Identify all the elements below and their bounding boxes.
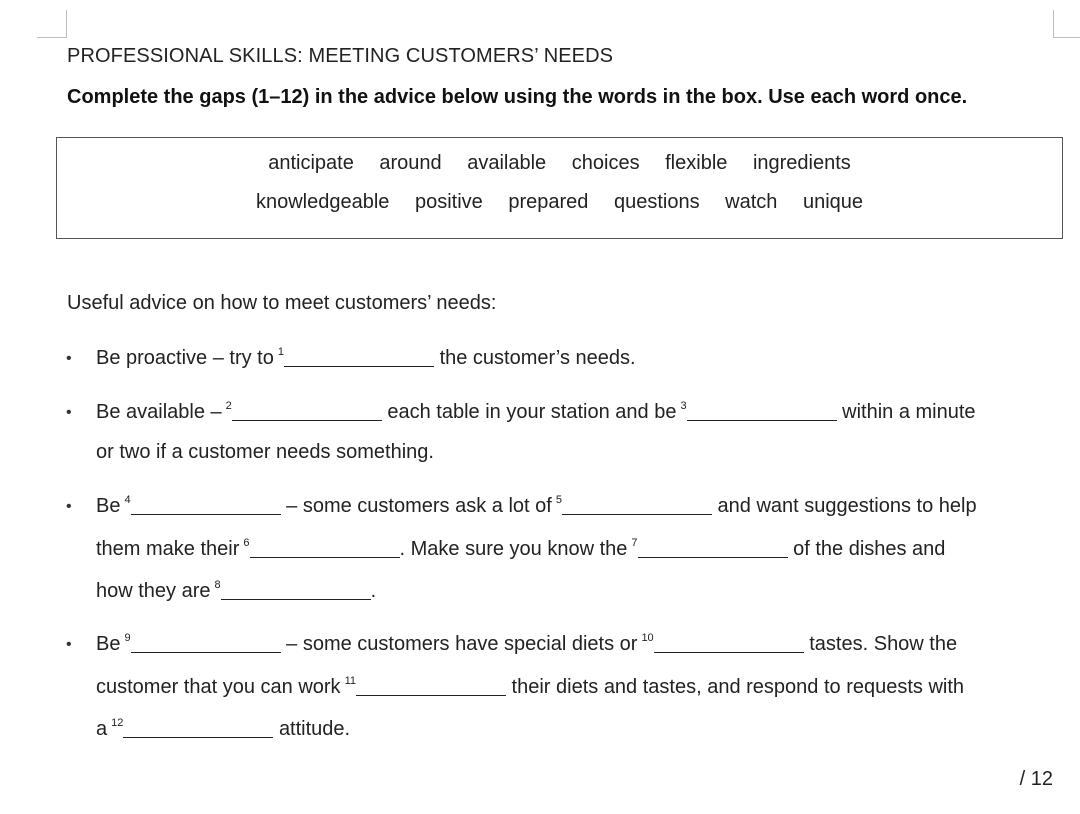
instruction-text: Complete the gaps (1–12) in the advice below using the words in the box. Use each word once. (67, 86, 968, 108)
score-total: / 12 (1019, 768, 1053, 790)
advice-item-4-line-2 (96, 675, 964, 699)
advice-text: how they are (96, 580, 211, 602)
word-questions: questions (613, 191, 700, 213)
crop-mark-top-left-horizontal (37, 37, 67, 38)
word-box-row-2 (57, 191, 1062, 214)
advice-text: the customer’s needs. (439, 347, 636, 369)
gap-6[interactable] (250, 537, 400, 558)
bullet-icon: • (66, 350, 72, 367)
advice-item-3-line-1 (96, 494, 977, 518)
bullet-icon: • (66, 498, 72, 515)
gap-3[interactable] (687, 400, 837, 421)
advice-text: Be (96, 495, 121, 517)
advice-item-1-line-1 (96, 346, 636, 370)
word-prepared: prepared (508, 191, 589, 213)
advice-text: their diets and tastes, and respond to requests with (511, 676, 965, 698)
advice-text: Be proactive – try to (96, 347, 274, 369)
advice-text: Be available – (96, 401, 222, 423)
bullet-icon: • (66, 404, 72, 421)
gap-number: 6 (243, 537, 250, 549)
word-unique: unique (802, 191, 864, 213)
gap-4[interactable] (131, 494, 281, 515)
advice-text: a (96, 718, 108, 740)
advice-text: customer that you can work (96, 676, 341, 698)
advice-text: – some customers ask a lot of (286, 495, 552, 517)
advice-text: and want suggestions to help (717, 495, 977, 517)
advice-item-4-line-3 (96, 717, 350, 741)
word-around: around (379, 152, 442, 174)
gap-8[interactable] (221, 579, 371, 600)
gap-number: 11 (344, 675, 356, 687)
gap-number: 9 (124, 632, 131, 644)
advice-item-2-line-2 (96, 441, 434, 464)
gap-2[interactable] (232, 400, 382, 421)
gap-number: 10 (641, 632, 654, 644)
advice-text: them make their (96, 538, 240, 560)
word-positive: positive (414, 191, 483, 213)
advice-text: each table in your station and be (387, 401, 677, 423)
gap-9[interactable] (131, 632, 281, 653)
gap-number: 5 (555, 494, 562, 506)
advice-text: . Make sure you know the (399, 538, 628, 560)
advice-text: – some customers have special diets or (286, 633, 638, 655)
advice-item-3-line-2 (96, 537, 945, 561)
advice-text: within a minute (842, 401, 976, 423)
advice-text: Be (96, 633, 121, 655)
gap-11[interactable] (356, 675, 506, 696)
advice-text: tastes. Show the (809, 633, 958, 655)
gap-number: 4 (124, 494, 131, 506)
word-available: available (467, 152, 547, 174)
advice-text: attitude. (278, 718, 351, 740)
advice-item-4-line-1 (96, 632, 957, 656)
word-flexible: flexible (665, 152, 728, 174)
word-anticipate: anticipate (268, 152, 354, 174)
advice-intro: Useful advice on how to meet customers’ needs: (67, 292, 497, 314)
word-box (56, 137, 1063, 239)
gap-12[interactable] (123, 717, 273, 738)
word-ingredients: ingredients (752, 152, 851, 174)
crop-mark-top-right-vertical (1053, 10, 1054, 38)
advice-text: . (370, 580, 377, 602)
gap-number: 7 (631, 537, 638, 549)
advice-item-3-line-3 (96, 579, 376, 603)
gap-7[interactable] (638, 537, 788, 558)
gap-5[interactable] (562, 494, 712, 515)
page-title: PROFESSIONAL SKILLS: MEETING CUSTOMERS’ NEEDS (67, 45, 614, 67)
word-choices: choices (571, 152, 640, 174)
word-box-row-1 (57, 152, 1062, 175)
advice-text: or two if a customer needs something. (96, 441, 434, 463)
gap-number: 1 (277, 346, 284, 358)
crop-mark-top-left-vertical (66, 10, 67, 38)
advice-text: of the dishes and (793, 538, 946, 560)
gap-number: 12 (111, 717, 124, 729)
word-watch: watch (725, 191, 778, 213)
gap-number: 3 (680, 400, 687, 412)
word-knowledgeable: knowledgeable (255, 191, 390, 213)
advice-item-2-line-1 (96, 400, 976, 424)
gap-number: 8 (214, 579, 221, 591)
bullet-icon: • (66, 636, 72, 653)
crop-mark-top-right-horizontal (1053, 37, 1080, 38)
gap-10[interactable] (654, 632, 804, 653)
gap-1[interactable] (284, 346, 434, 367)
gap-number: 2 (225, 400, 232, 412)
